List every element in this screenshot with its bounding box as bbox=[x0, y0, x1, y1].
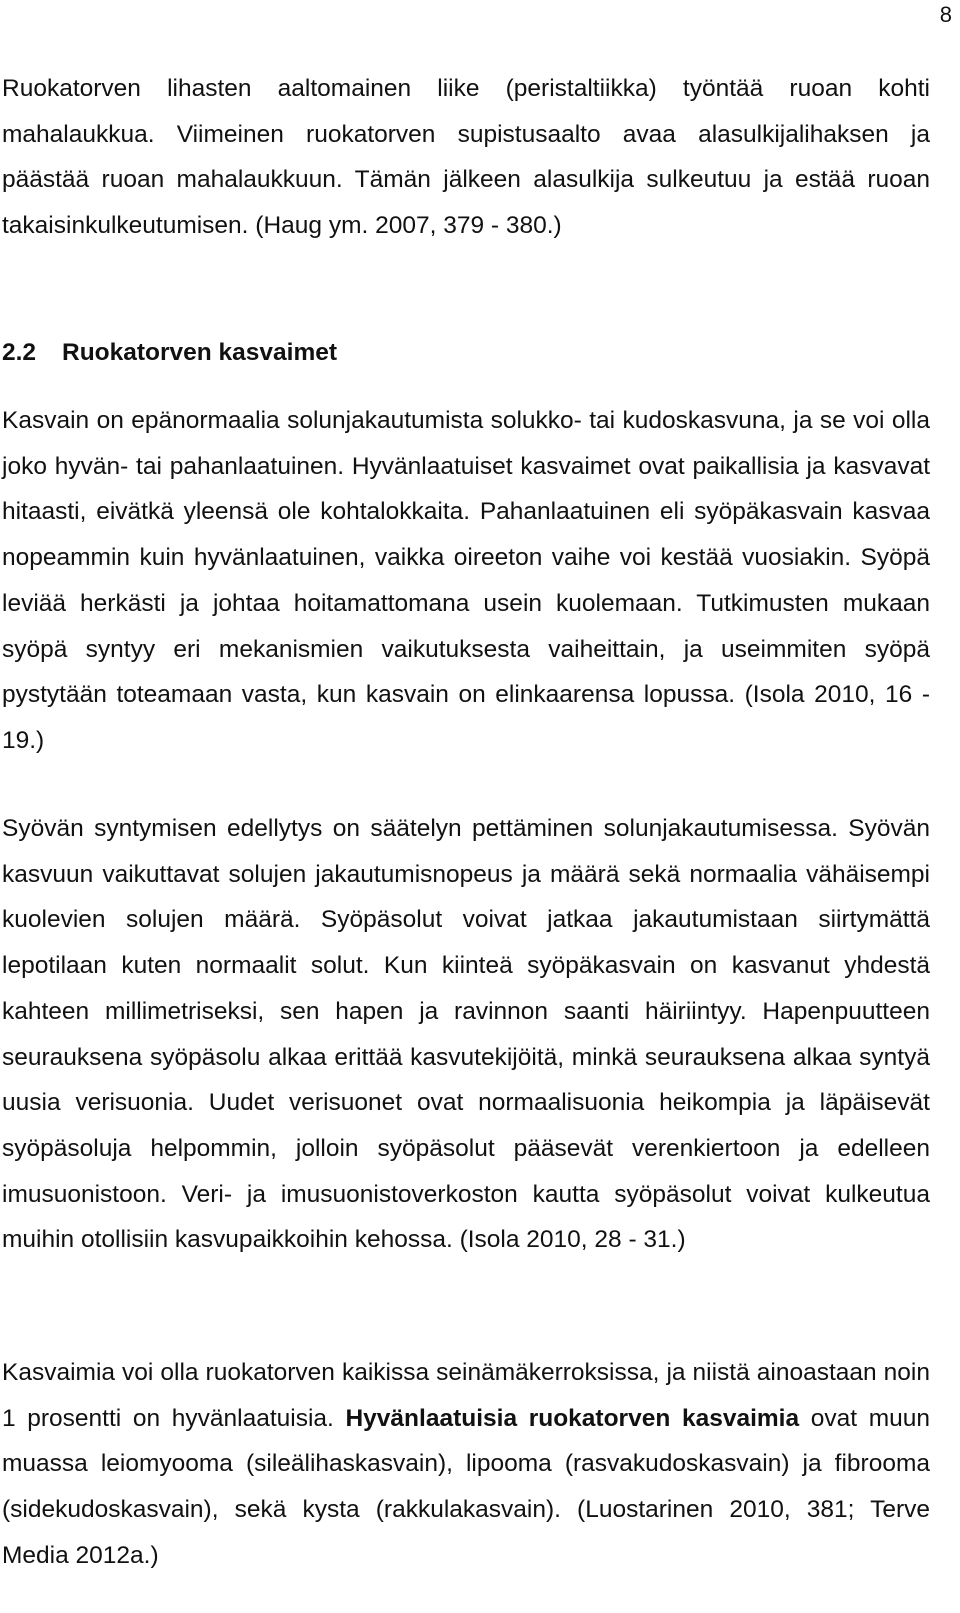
benign-tumors-emphasis: Hyvänlaatuisia ruokatorven kasvaimia bbox=[345, 1404, 800, 1432]
paragraph-cancer-development: Syövän syntymisen edellytys on säätelyn pettäminen solunjakautumisessa. Syövän kasvuun vaikuttavat solujen jakautumisnopeus ja määrä sekä normaalia vähäisempi kuolevien solujen määrä. Syöpäsolut voivat jatkaa jakautumistaan siirtymättä lepotilaan kuten normaalit solut. Kun kiinteä syöpäkasvain on kasvanut yhdestä kahteen millimetriseksi, sen hapen ja ravinnon saanti häiriintyy. Hapenpuutteen seurauksena syöpäsolu alkaa erittää kasvutekijöitä, minkä seurauksena alkaa syntyä uusia verisuonia. Uudet verisuonet ovat normaalisuonia heikompia ja läpäisevät syöpäsoluja helpommin, jolloin syöpäsolut pääsevät verenkiertoon ja edelleen imusuonistoon. Veri- ja imusuonistoverkoston kautta syöpäsolut voivat kulkeutua muihin otollisiin kasvupaikkoihin kehossa. (Isola 2010, 28 - 31.) bbox=[2, 815, 930, 1254]
section-number: 2.2 bbox=[2, 339, 37, 366]
benign-examples-text: ovat muun muassa leiomyooma (sileälihaskasvain), lipooma (rasvakudoskasvain) ja fibrooma (sidekudoskasvain), sekä kysta (rakkulakasvain). (Luostarinen 2010, 381; Terve Media 2012a.) bbox=[2, 1404, 930, 1569]
paragraph-benign-tumors bbox=[2, 1350, 930, 1579]
paragraph-tumor-definition: Kasvain on epänormaalia solunjakautumista solukko- tai kudoskasvuna, ja se voi olla joko hyvän- tai pahanlaatuinen. Hyvänlaatuiset kasvaimet ovat paikallisia ja kasvavat hitaasti, eivätkä yleensä ole kohtalokkaita. Pahanlaatuinen eli syöpäkasvain kasvaa nopeammin kuin hyvänlaatuinen, vaikka oireeton vaihe voi kestää vuosiakin. Syöpä leviää herkästi ja johtaa hoitamattomana usein kuolemaan. Tutkimusten mukaan syöpä syntyy eri mekanismien vaikutuksesta vaiheittain, ja useimmiten syöpä pystytään toteamaan vasta, kun kasvain on elinkaarensa lopussa. (Isola 2010, 16 - 19.) bbox=[2, 407, 930, 754]
section-heading bbox=[2, 330, 337, 376]
page-number: 8 bbox=[939, 2, 952, 27]
benign-intro-text: Kasvaimia voi olla ruokatorven kaikissa seinämäkerroksissa, ja niistä ainoastaan noin 1 prosentti on hyvänlaatuisia. bbox=[2, 1359, 930, 1432]
section-title: Ruokatorven kasvaimet bbox=[62, 339, 338, 366]
paragraph-peristalsis: Ruokatorven lihasten aaltomainen liike (peristaltiikka) työntää ruoan kohti mahalaukkua. Viimeinen ruokatorven supistusaalto avaa alasulkijalihaksen ja päästää ruoan mahalaukkuun. Tämän jälkeen alasulkija sulkeutuu ja estää ruoan takaisinkulkeutumisen. (Haug ym. 2007, 379 - 380.) bbox=[2, 75, 930, 240]
